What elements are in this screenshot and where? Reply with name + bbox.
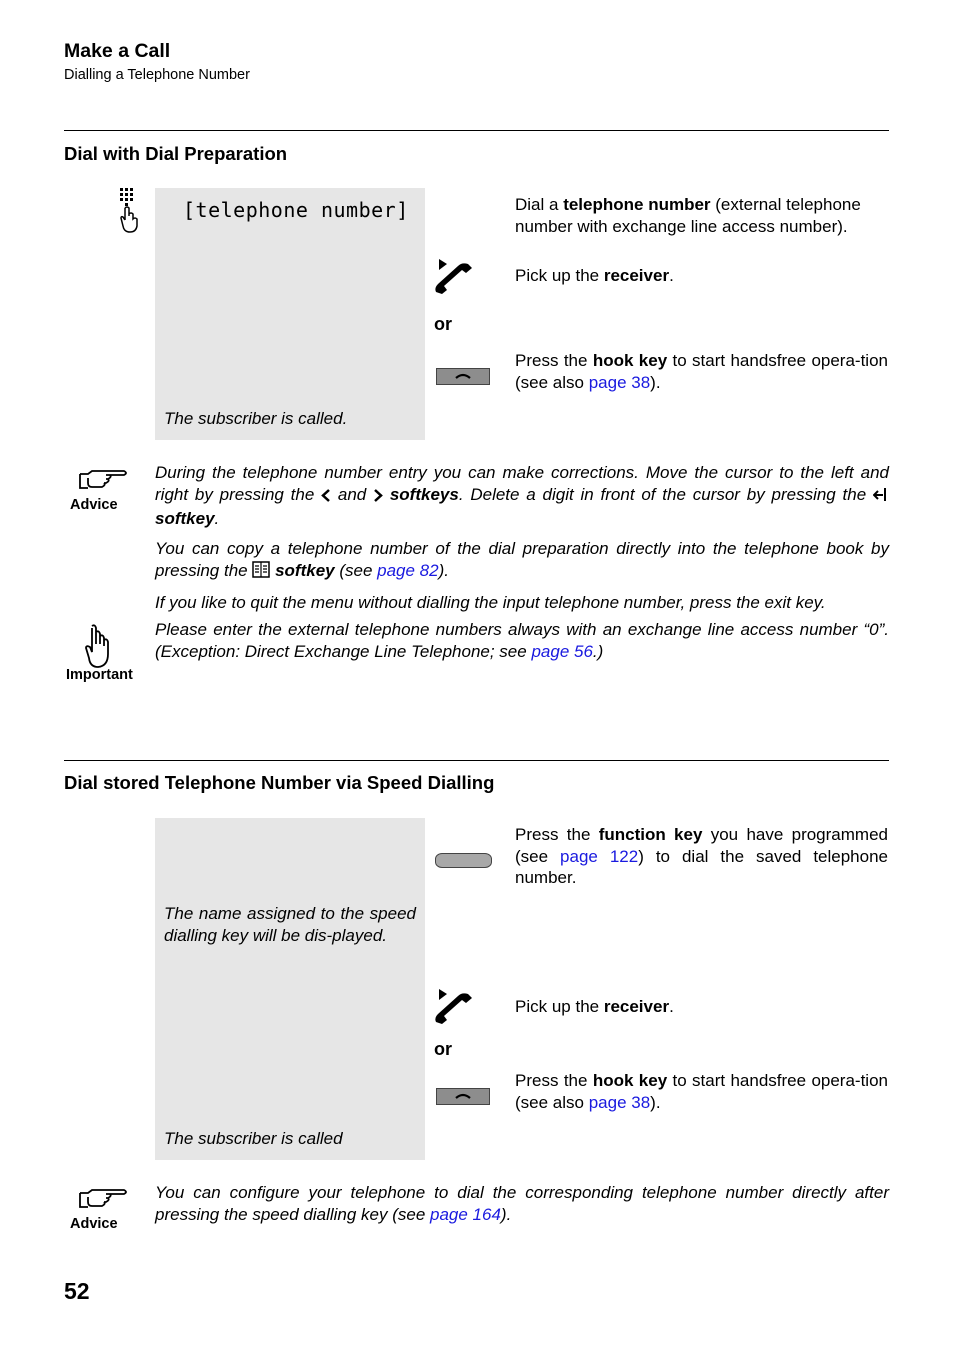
or-label: or bbox=[434, 1039, 452, 1059]
chevron-right-icon bbox=[373, 486, 383, 508]
step-pick-up-receiver: Pick up the receiver. bbox=[515, 266, 674, 285]
panel-caption: The subscriber is called. bbox=[164, 409, 348, 428]
hook-key-icon bbox=[436, 1088, 490, 1105]
advice-text bbox=[155, 462, 889, 614]
step-dial-number: Dial a telephone number (external telephone number with exchange line access number). bbox=[515, 195, 861, 236]
delete-key-icon bbox=[873, 486, 889, 508]
page-link[interactable]: page 56 bbox=[531, 642, 593, 661]
page-link[interactable]: page 38 bbox=[588, 1092, 651, 1112]
advice-text: You can configure your telephone to dial the corresponding telephone number directly after pressing the speed dialling key (see page 164). bbox=[155, 1183, 889, 1224]
divider bbox=[64, 760, 889, 761]
page-link[interactable]: page 122 bbox=[560, 846, 639, 866]
handset-icon bbox=[432, 256, 474, 301]
page-number: 52 bbox=[64, 1278, 90, 1304]
keypad-hand-icon bbox=[114, 186, 144, 239]
advice-paragraph: During the telephone number entry you can make corrections. Move the cursor to the left and right by pressing the and softkeys. Delete a digit in front of the cursor by pressing the softkey. bbox=[155, 463, 889, 528]
phonebook-icon bbox=[252, 561, 270, 584]
function-key-icon bbox=[435, 853, 492, 868]
panel-caption: The subscriber is called bbox=[164, 1129, 343, 1148]
chapter-title: Make a Call bbox=[64, 40, 171, 62]
advice-paragraph: If you like to quit the menu without dialling the input telephone number, press the exit key. bbox=[155, 593, 826, 612]
hook-key-icon bbox=[436, 368, 490, 385]
important-text: Please enter the external telephone numbers always with an exchange line access number “0”. (Exception: Direct Exchange Line Telephone; see page 56.) bbox=[155, 620, 889, 661]
advice-label: Advice bbox=[70, 497, 118, 513]
page-link[interactable]: page 164 bbox=[430, 1205, 501, 1224]
section-title: Dial stored Telephone Number via Speed Dialling bbox=[64, 772, 495, 793]
page-link[interactable]: page 82 bbox=[377, 561, 439, 580]
step-pick-up-receiver: Pick up the receiver. bbox=[515, 997, 674, 1016]
important-label: Important bbox=[66, 667, 133, 683]
step-press-function-key: Press the function key you have programmed (see page 122) to dial the saved telephone number. bbox=[515, 825, 889, 887]
chevron-left-icon bbox=[321, 486, 331, 508]
step-press-hook-key: Press the hook key to start handsfree opera-tion (see also page 38). bbox=[515, 1071, 888, 1112]
advice-paragraph: You can copy a telephone number of the dial preparation directly into the telephone book by pressing the softkey (see page 82). bbox=[155, 538, 889, 584]
page-link[interactable]: page 38 bbox=[588, 372, 651, 392]
or-label: or bbox=[434, 314, 452, 334]
display-panel bbox=[155, 818, 425, 1160]
step-press-hook-key: Press the hook key to start handsfree opera-tion (see also page 38). bbox=[515, 351, 888, 392]
chapter-subtitle: Dialling a Telephone Number bbox=[64, 67, 250, 83]
handset-icon bbox=[432, 986, 474, 1031]
display-panel bbox=[155, 188, 425, 440]
section-title: Dial with Dial Preparation bbox=[64, 143, 288, 164]
advice-label: Advice bbox=[70, 1216, 118, 1232]
divider bbox=[64, 130, 889, 131]
panel-name-text: The name assigned to the speed dialling key will be dis-played. bbox=[164, 904, 416, 945]
display-text: [telephone number] bbox=[183, 198, 409, 222]
